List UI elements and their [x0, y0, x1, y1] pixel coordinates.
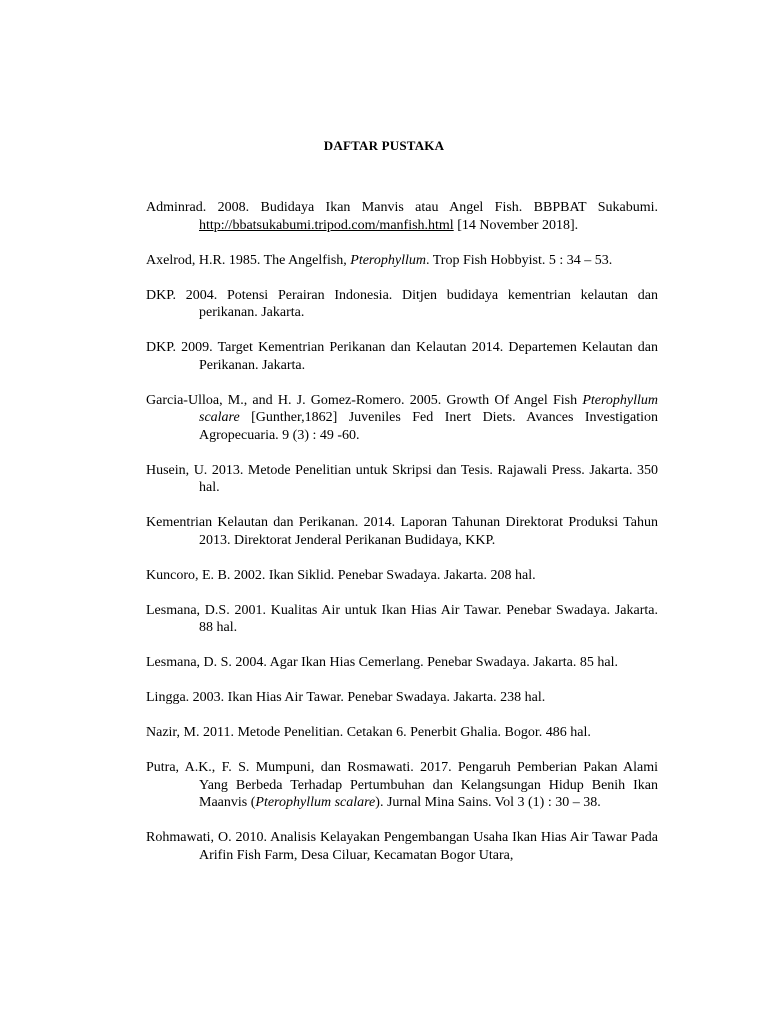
page-title: DAFTAR PUSTAKA [323, 138, 445, 153]
reference-entry [146, 287, 658, 322]
reference-text: . Trop Fish Hobbyist. 5 : 34 – 53. [425, 252, 613, 268]
reference-list [146, 199, 658, 882]
reference-entry [146, 567, 658, 585]
reference-entry [146, 689, 658, 707]
reference-entry [146, 602, 658, 637]
reference-entry [146, 199, 658, 234]
reference-entry [146, 724, 658, 742]
reference-italic-text: Pterophyllum scalare [255, 795, 376, 810]
reference-entry [146, 339, 658, 374]
reference-entry [146, 462, 658, 497]
reference-text: Putra, A.K., F. S. Mumpuni, dan Rosmawati. 2017. Pengaruh Pemberian Pakan Alami Yang Berbeda Terhadap Pertumbuhan dan Kelangsungan Hidup Benih Ikan Maanvis ( [146, 760, 658, 810]
reference-text: Axelrod, H.R. 1985. The Angelfish, [146, 252, 351, 268]
reference-italic-text: Pterophyllum scalare [199, 392, 658, 425]
reference-italic-text: Pterophyllum [350, 252, 426, 268]
reference-text: ). Jurnal Mina Sains. Vol 3 (1) : 30 – 38. [375, 795, 601, 810]
reference-link[interactable]: http://bbatsukabumi.tripod.com/manfish.html [199, 217, 454, 233]
reference-text: [14 November 2018]. [453, 217, 579, 233]
reference-entry [146, 829, 658, 864]
reference-text: Kementrian Kelautan dan Perikanan. 2014. Laporan Tahunan Direktorat Produksi Tahun 2013. Direktorat Jenderal Perikanan Budidaya, KKP. [146, 515, 658, 548]
reference-text: DKP. 2009. Target Kementrian Perikanan dan Kelautan 2014. Departemen Kelautan dan Perikanan. Jakarta. [146, 340, 658, 373]
reference-entry [146, 514, 658, 549]
reference-text: Adminrad. 2008. Budidaya Ikan Manvis atau Angel Fish. BBPBAT Sukabumi. [146, 200, 658, 215]
reference-entry [146, 654, 658, 672]
reference-text: Lingga. 2003. Ikan Hias Air Tawar. Penebar Swadaya. Jakarta. 238 hal. [146, 690, 546, 705]
reference-text: Rohmawati, O. 2010. Analisis Kelayakan Pengembangan Usaha Ikan Hias Air Tawar Pada Arifin Fish Farm, Desa Ciluar, Kecamatan Bogor Utara, [146, 830, 658, 863]
reference-text: Lesmana, D. S. 2004. Agar Ikan Hias Cemerlang. Penebar Swadaya. Jakarta. 85 hal. [146, 655, 618, 670]
reference-entry [146, 252, 658, 270]
reference-text: Garcia-Ulloa, M., and H. J. Gomez-Romero. 2005. Growth Of Angel Fish [146, 392, 583, 408]
reference-text: [Gunther,1862] Juveniles Fed Inert Diets. Avances Investigation Agropecuaria. 9 (3) : 49 -60. [199, 410, 658, 443]
reference-text: Husein, U. 2013. Metode Penelitian untuk Skripsi dan Tesis. Rajawali Press. Jakarta. 350 hal. [146, 462, 658, 495]
reference-text: Kuncoro, E. B. 2002. Ikan Siklid. Penebar Swadaya. Jakarta. 208 hal. [146, 567, 536, 583]
reference-text: Lesmana, D.S. 2001. Kualitas Air untuk Ikan Hias Air Tawar. Penebar Swadaya. Jakarta. 88 hal. [146, 602, 658, 635]
reference-entry [146, 392, 658, 445]
reference-entry [146, 759, 658, 812]
reference-text: DKP. 2004. Potensi Perairan Indonesia. Ditjen budidaya kementrian kelautan dan perikanan. Jakarta. [146, 287, 658, 320]
reference-text: Nazir, M. 2011. Metode Penelitian. Cetakan 6. Penerbit Ghalia. Bogor. 486 hal. [146, 725, 591, 740]
